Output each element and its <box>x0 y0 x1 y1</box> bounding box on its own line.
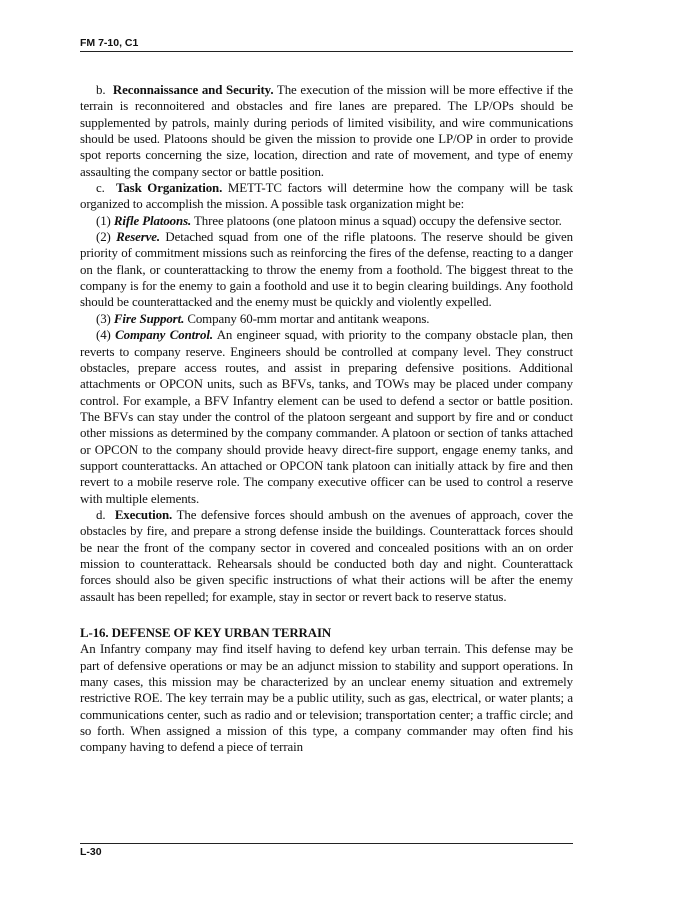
paragraph-c2 <box>80 229 573 311</box>
running-header: FM 7-10, C1 <box>80 37 573 52</box>
paragraph-c <box>80 180 573 213</box>
paragraph-b <box>80 82 573 180</box>
body-text <box>80 82 573 756</box>
paragraph-heading: Reconnaissance and Security. <box>112 83 274 97</box>
paragraph-lead: c. <box>96 181 105 196</box>
paragraph-heading: Task Organization. <box>116 181 223 196</box>
paragraph-c3 <box>80 311 573 327</box>
section-heading: L-16. DEFENSE OF KEY URBAN TERRAIN <box>80 626 332 640</box>
paragraph-c4 <box>80 327 573 507</box>
paragraph-text: An engineer squad, with priority to the company obstacle plan, then reverts to company reserve. Engineers should be controlled at company level. They construct obstacles, prepare access routes, and assist in preparing defensive positions. Additional attachments or OPCON units, such as BFVs, tanks, and TOWs may be placed under company control. For example, a BFV Infantry element can be used to defend a sector or battle position. The BFVs can stay under the control of the platoon sergeant and support by fire and or conduct other missions as determined by the company commander. A platoon or section of tanks attached or OPCON to the company should provide heavy direct-fire support, engage enemy tanks, and support counterattacks. An attached or OPCON tank platoon can initially attack by fire and then revert to a mobile reserve role. The company executive officer can be used to control a reserve with multiple elements. <box>80 328 573 506</box>
paragraph-lead: (3) <box>96 311 111 326</box>
section-paragraph: An Infantry company may find itself having to defend key urban terrain. This defense may be part of defensive operations or may be an adjunct mission to stability and support operations. In many cases, this mission may be characterized by an unclear enemy situation and extremely restrictive ROE. The key terrain may be a public utility, such as gas, electrical, or water plants; a communications center, such as radio and or television; transportation center; a traffic circle; and so forth. When assigned a mission of this type, a company commander may often find his company having to defend a piece of terrain <box>80 642 573 755</box>
paragraph-heading: Reserve. <box>116 230 161 245</box>
paragraph-heading: Execution. <box>114 507 173 522</box>
paragraph-heading: Company Control. <box>115 328 213 343</box>
paragraph-heading: Fire Support. <box>113 311 185 326</box>
paragraph-lead: (2) <box>96 230 111 245</box>
paragraph-text: Company 60-mm mortar and antitank weapons. <box>187 311 430 326</box>
paragraph-lead: d. <box>96 507 106 522</box>
paragraph-text: Three platoons (one platoon minus a squad) occupy the defensive sector. <box>194 213 562 228</box>
paragraph-text: Detached squad from one of the rifle platoons. The reserve should be given priority of commitment missions such as reinforcing the fires of the defense, reacting to a danger on the flank, or counterattacking to throw the enemy from a foothold. The biggest threat to the company is for the enemy to gain a foothold and use it to begin clearing buildings. Any foothold should be counterattacked and the enemy must be quickly and violently expelled. <box>80 230 573 310</box>
paragraph-lead: (4) <box>96 328 111 343</box>
paragraph-lead: b. <box>96 83 106 97</box>
footer-rule <box>80 843 573 844</box>
paragraph-c1 <box>80 213 573 229</box>
page-number: L-30 <box>80 846 102 858</box>
paragraph-lead: (1) <box>96 213 111 228</box>
paragraph-d <box>80 507 573 605</box>
paragraph-text: The defensive forces should ambush on the avenues of approach, cover the obstacles by fire, and prepare a strong defense inside the buildings. Counterattack forces should be near the front of the company sector in covered and concealed positions with an on order mission to counterattack. Rehearsals should be conducted both day and night. Counterattack forces should also be given specific instructions of what their actions will be after the enemy assault has been repelled; for example, stay in sector or revert back to reserve status. <box>80 507 573 604</box>
paragraph-text: The execution of the mission will be more effective if the terrain is reconnoitered and obstacles and fire lanes are prepared. The LP/OPs should be supplemented by patrols, mainly during periods of limited visibility, and wire communications should be used. Platoons should be given the mission to provide one LP/OP in order to provide spot reports concerning the size, location, direction and rate of movement, and type of enemy assaulting the company sector or battle position. <box>80 83 574 179</box>
paragraph-text: METT-TC factors will determine how the company will be task organized to accomplish the mission. A possible task organization might be: <box>80 181 573 212</box>
paragraph-heading: Rifle Platoons. <box>113 213 192 228</box>
